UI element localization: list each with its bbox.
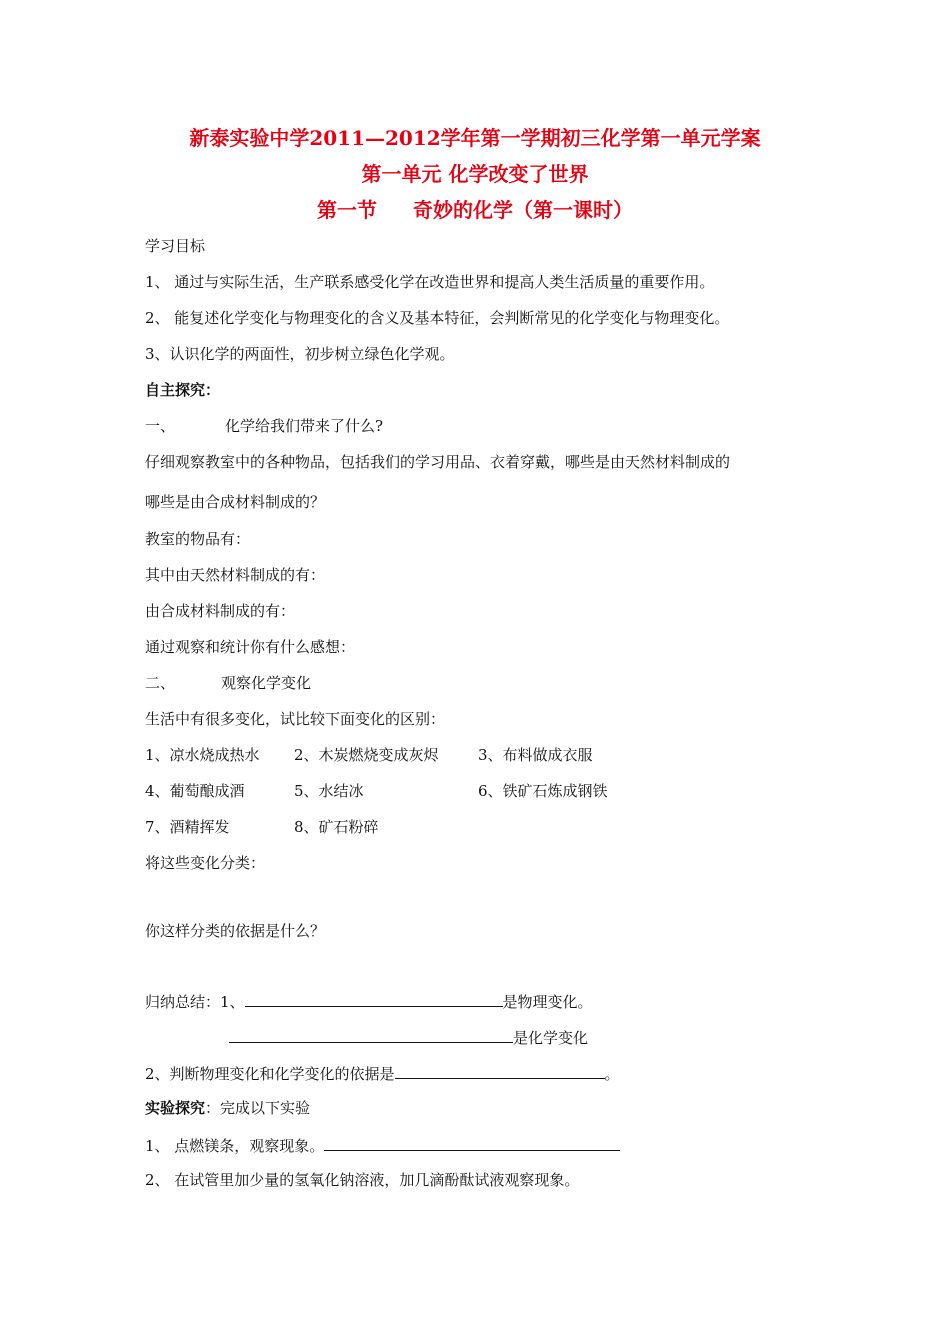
classroom-items-label: 教室的物品有： bbox=[145, 530, 251, 548]
objectives-heading: 学习目标 bbox=[145, 237, 206, 255]
change-item: 6、铁矿石炼成钢铁 bbox=[478, 782, 608, 800]
basis-question: 你这样分类的依据是什么？ bbox=[145, 922, 326, 940]
judge-line bbox=[145, 1061, 620, 1085]
objective-2: 2、 能复述化学变化与物理变化的含义及基本特征，会判断常见的化学变化与物理变化。 bbox=[145, 309, 730, 327]
part2-title: 观察化学变化 bbox=[221, 674, 312, 692]
objective-1: 1、 通过与实际生活，生产联系感受化学在改造世界和提高人类生活质量的重要作用。 bbox=[145, 273, 715, 291]
experiment-colon: ： bbox=[205, 1099, 221, 1117]
part2-heading bbox=[145, 672, 311, 694]
summary-line-2 bbox=[229, 1025, 588, 1049]
experiment-1-text: 1、 点燃镁条，观察现象。 bbox=[145, 1137, 325, 1155]
classify-prompt: 将这些变化分类： bbox=[145, 854, 266, 872]
judge-answer-blank[interactable] bbox=[395, 1061, 605, 1079]
synthetic-materials-label: 由合成材料制成的有： bbox=[145, 602, 296, 620]
experiment-heading-line bbox=[145, 1097, 310, 1119]
chemical-change-answer-blank[interactable] bbox=[229, 1025, 513, 1043]
change-item: 2、木炭燃烧变成灰烬 bbox=[294, 746, 439, 764]
change-item: 4、葡萄酿成酒 bbox=[145, 782, 245, 800]
judge-end: 。 bbox=[604, 1065, 620, 1083]
document-title: 新泰实验中学2011—2012学年第一学期初三化学第一单元学案 bbox=[189, 126, 761, 150]
experiment-item-1 bbox=[145, 1133, 620, 1157]
objective-3: 3、认识化学的两面性，初步树立绿色化学观。 bbox=[145, 345, 455, 363]
experiment-intro: 完成以下实验 bbox=[220, 1099, 311, 1117]
judge-label: 2、判断物理变化和化学变化的依据是 bbox=[145, 1065, 395, 1083]
paragraph-observe: 仔细观察教室中的各种物品，包括我们的学习用品、衣着穿戴，哪些是由天然材料制成的 bbox=[145, 453, 731, 471]
change-item: 8、矿石粉碎 bbox=[294, 818, 379, 836]
summary-line-1 bbox=[145, 989, 593, 1013]
reflection-label: 通过观察和统计你有什么感想： bbox=[145, 638, 356, 656]
experiment-heading: 实验探究 bbox=[145, 1099, 206, 1117]
summary-physical-suffix: 是物理变化。 bbox=[502, 993, 593, 1011]
section-number: 第一节 bbox=[317, 198, 377, 222]
explore-heading: 自主探究： bbox=[145, 381, 221, 399]
experiment-item-2: 2、 在试管里加少量的氢氧化钠溶液，加几滴酚酞试液观察现象。 bbox=[145, 1171, 580, 1189]
section-name: 奇妙的化学（第一课时） bbox=[413, 198, 633, 222]
summary-chemical-suffix: 是化学变化 bbox=[513, 1029, 589, 1047]
unit-title: 第一单元 化学改变了世界 bbox=[361, 162, 589, 186]
change-item: 7、酒精挥发 bbox=[145, 818, 230, 836]
compare-changes-prompt: 生活中有很多变化，试比较下面变化的区别： bbox=[145, 710, 446, 728]
change-item: 5、水结冰 bbox=[294, 782, 364, 800]
section-title bbox=[0, 196, 950, 224]
summary-label: 归纳总结：1、 bbox=[145, 993, 245, 1011]
natural-materials-label: 其中由天然材料制成的有： bbox=[145, 566, 326, 584]
physical-change-answer-blank[interactable] bbox=[245, 989, 503, 1007]
part1-number: 一、 bbox=[145, 417, 176, 435]
part1-heading bbox=[145, 415, 383, 437]
part2-number: 二、 bbox=[145, 674, 176, 692]
part1-title: 化学给我们带来了什么? bbox=[225, 417, 384, 435]
change-item: 3、布料做成衣服 bbox=[478, 746, 593, 764]
change-item: 1、凉水烧成热水 bbox=[145, 746, 260, 764]
experiment-1-answer-blank[interactable] bbox=[324, 1133, 620, 1151]
paragraph-synthetic-question: 哪些是由合成材料制成的？ bbox=[145, 493, 326, 511]
